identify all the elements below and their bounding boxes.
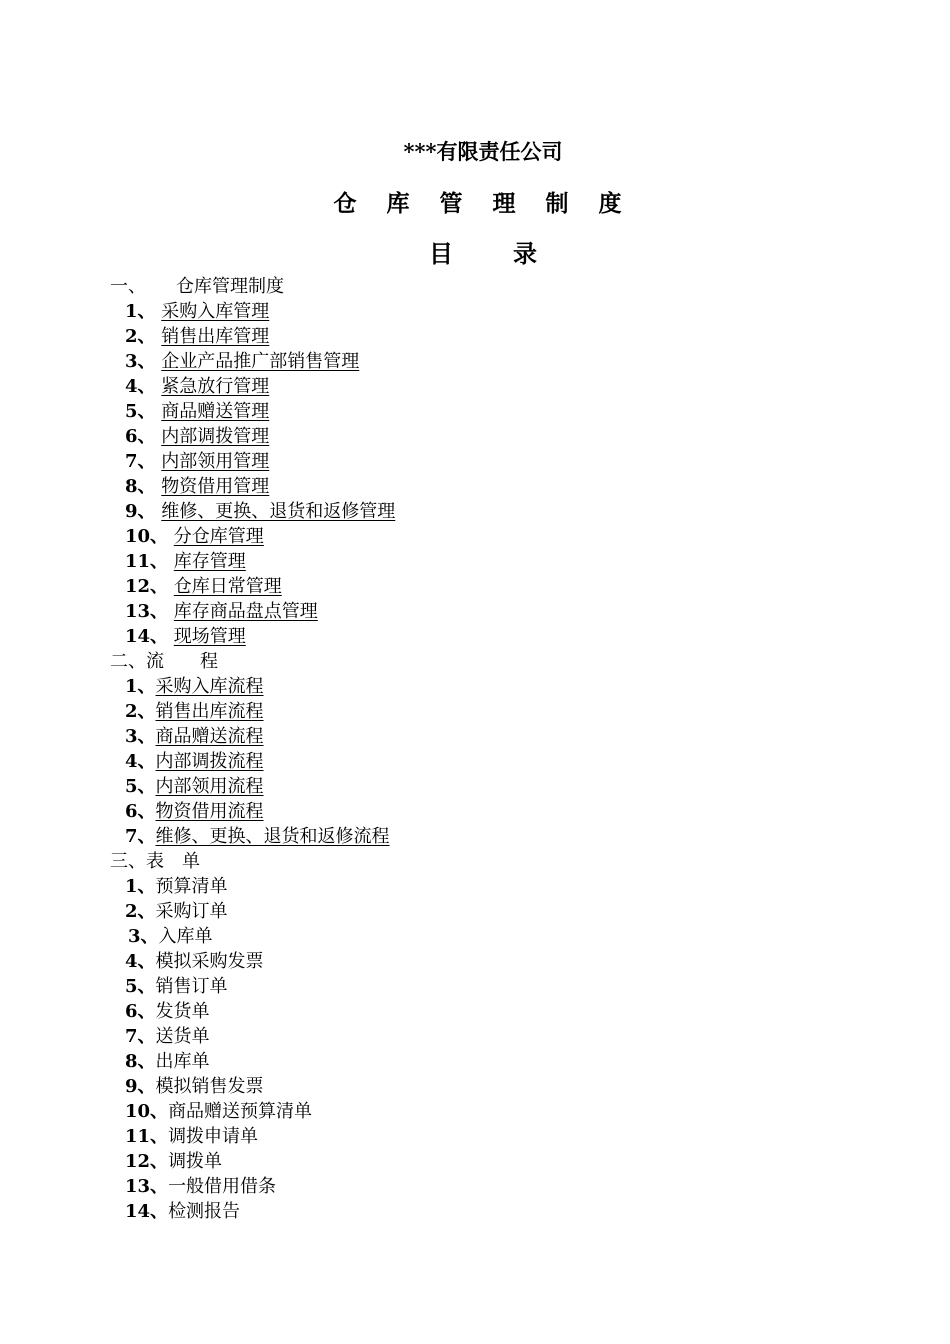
toc-link[interactable]: 现场管理 (173, 626, 246, 647)
toc-item[interactable]: 3、商品赠送流程 (125, 726, 264, 747)
toc-item[interactable]: 5、内部领用流程 (125, 776, 264, 797)
toc-link[interactable]: 企业产品推广部销售管理 (161, 351, 360, 372)
form-item: 9、模拟销售发票 (125, 1076, 264, 1097)
toc-item[interactable]: 7、维修、更换、退货和返修流程 (125, 826, 390, 847)
toc-item[interactable]: 4、内部调拨流程 (125, 751, 264, 772)
form-item: 3、入库单 (128, 926, 213, 947)
toc-item[interactable]: 6、物资借用流程 (125, 801, 264, 822)
toc-link[interactable]: 维修、更换、退货和返修管理 (161, 501, 396, 522)
toc-link[interactable]: 商品赠送管理 (161, 401, 270, 422)
form-item: 2、采购订单 (125, 901, 228, 922)
form-item: 8、出库单 (125, 1051, 210, 1072)
toc-link[interactable]: 销售出库管理 (161, 326, 270, 347)
toc-item[interactable]: 11、 库存管理 (125, 551, 246, 572)
toc-item[interactable]: 2、销售出库流程 (125, 701, 264, 722)
toc-link[interactable]: 采购入库流程 (155, 676, 264, 697)
toc-link[interactable]: 分仓库管理 (173, 526, 264, 547)
toc-link[interactable]: 内部领用管理 (161, 451, 270, 472)
section1-heading-num: 一、 (110, 276, 146, 297)
toc-heading-char-1: 目 (429, 239, 453, 268)
form-item: 7、送货单 (125, 1026, 210, 1047)
toc-link[interactable]: 内部调拨流程 (155, 751, 264, 772)
form-item: 4、模拟采购发票 (125, 951, 264, 972)
toc-item[interactable]: 3、 企业产品推广部销售管理 (125, 351, 360, 372)
toc-item[interactable]: 12、 仓库日常管理 (125, 576, 282, 597)
toc-item[interactable]: 14、 现场管理 (125, 626, 246, 647)
form-item: 5、销售订单 (125, 976, 228, 997)
toc-link[interactable]: 物资借用流程 (155, 801, 264, 822)
toc-link[interactable]: 库存商品盘点管理 (173, 601, 318, 622)
toc-item[interactable]: 9、 维修、更换、退货和返修管理 (125, 501, 396, 522)
document-title: 仓 库 管 理 制 度 (333, 190, 633, 217)
toc-link[interactable]: 销售出库流程 (155, 701, 264, 722)
toc-item[interactable]: 5、 商品赠送管理 (125, 401, 270, 422)
toc-link[interactable]: 紧急放行管理 (161, 376, 270, 397)
toc-link[interactable]: 物资借用管理 (161, 476, 270, 497)
toc-heading (0, 234, 950, 269)
form-item: 14、检测报告 (125, 1201, 241, 1222)
toc-item[interactable]: 1、 采购入库管理 (125, 301, 270, 322)
toc-item[interactable]: 10、 分仓库管理 (125, 526, 264, 547)
company-name: ***有限责任公司 (403, 139, 563, 164)
toc-item[interactable]: 7、 内部领用管理 (125, 451, 270, 472)
form-item: 6、发货单 (125, 1001, 210, 1022)
toc-item[interactable]: 6、 内部调拨管理 (125, 426, 270, 447)
toc-item[interactable]: 13、 库存商品盘点管理 (125, 601, 318, 622)
toc-item[interactable]: 8、 物资借用管理 (125, 476, 270, 497)
toc-link[interactable]: 库存管理 (173, 551, 246, 572)
section3-heading: 三、表 单 (110, 851, 200, 872)
toc-item[interactable]: 2、 销售出库管理 (125, 326, 270, 347)
toc-link[interactable]: 采购入库管理 (161, 301, 270, 322)
toc-link[interactable]: 仓库日常管理 (173, 576, 282, 597)
toc-item[interactable]: 1、采购入库流程 (125, 676, 264, 697)
section2-heading: 二、流 程 (110, 651, 218, 672)
form-item: 10、商品赠送预算清单 (125, 1101, 313, 1122)
toc-link[interactable]: 商品赠送流程 (155, 726, 264, 747)
toc-link[interactable]: 内部领用流程 (155, 776, 264, 797)
section1-heading-text: 仓库管理制度 (176, 276, 284, 297)
toc-heading-char-2: 录 (513, 239, 537, 268)
form-item: 1、预算清单 (125, 876, 228, 897)
toc-link[interactable]: 内部调拨管理 (161, 426, 270, 447)
form-item: 13、一般借用借条 (125, 1176, 277, 1197)
toc-item[interactable]: 4、 紧急放行管理 (125, 376, 270, 397)
form-item: 12、调拨单 (125, 1151, 223, 1172)
toc-link[interactable]: 维修、更换、退货和返修流程 (155, 826, 390, 847)
section1-heading (110, 274, 284, 299)
form-item: 11、调拨申请单 (125, 1126, 259, 1147)
